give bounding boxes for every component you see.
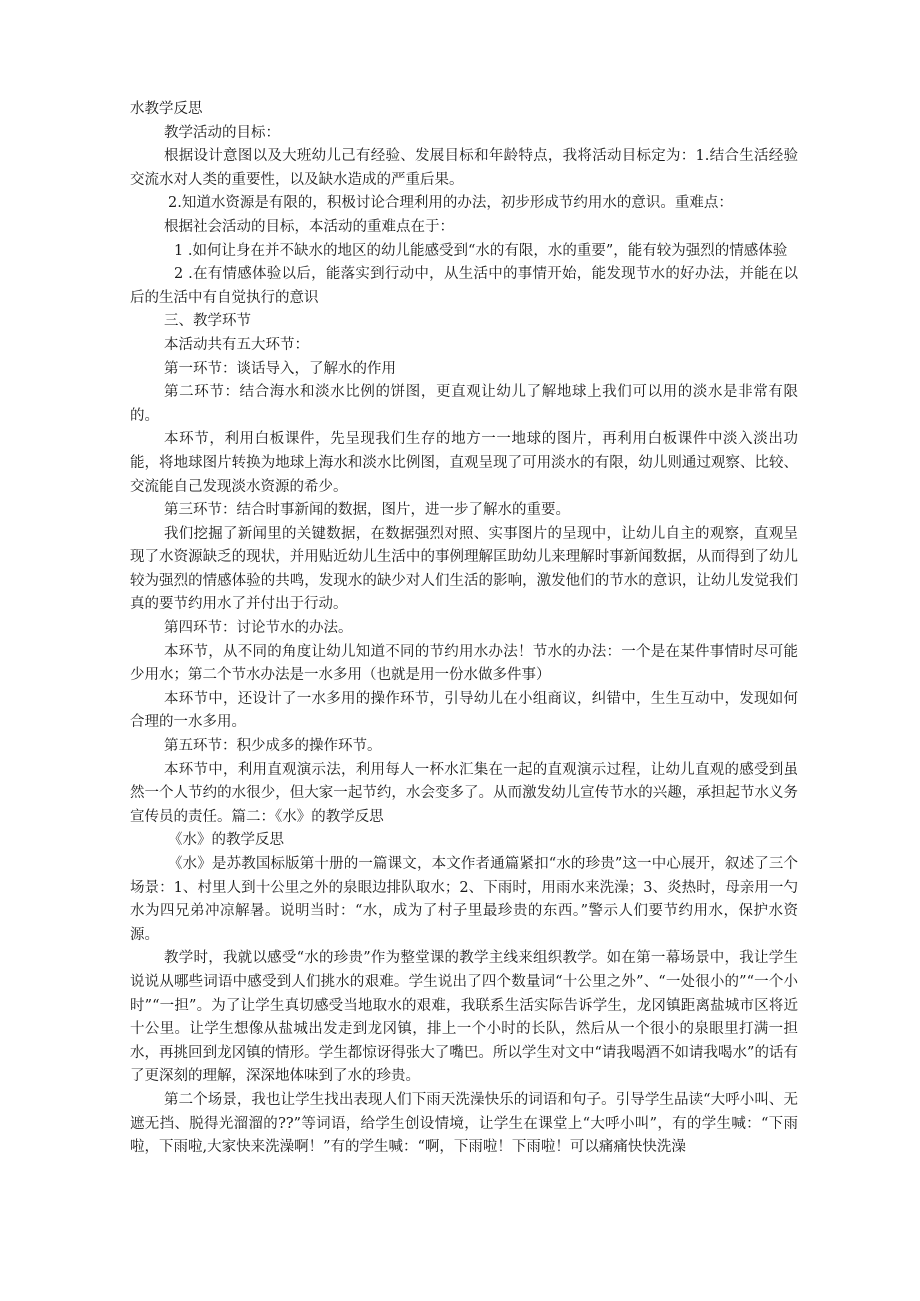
document-title: 水教学反思 — [130, 101, 203, 117]
paragraph: 根据社会活动的目标，本活动的重难点在于： — [164, 218, 454, 235]
paragraph: 第二个场景，我也让学生找出表现人们下雨天洗澡快乐的词语和句子。引导学生品读“大呼小叫、无遮无挡、脱得光溜溜的??”等词语，给学生创设情境，让学生在课堂上“大呼小叫”，有的学生喊：“下雨啦，下雨啦,大家快来洗澡啊！”有的学生喊：“啊，下雨啦！下雨啦！可以痛痛快快洗澡 — [130, 1091, 798, 1156]
paragraph: 教学活动的目标： — [164, 124, 280, 141]
paragraph: 2 .在有情感体验以后，能落实到行动中，从生活中的事情开始，能发现节水的好办法，并能在以后的生活中有自觉执行的意识 — [130, 266, 798, 306]
paragraph: 我们挖掘了新闻里的关键数据，在数据强烈对照、实事图片的呈现中，让幼儿自主的观察，直观呈现了水资源缺乏的现状，并用贴近幼儿生活中的事例理解匡助幼儿来理解时事新闻数据，从而得到了幼儿较为强烈的情感体验的共鸣，发现水的缺少对人们生活的影响，激发他们的节水的意识，让幼儿发觉我们真的要节约用水了并付出于行动。 — [130, 525, 798, 613]
paragraph: 第四环节：讨论节水的办法。 — [164, 620, 353, 637]
paragraph: 第五环节：积少成多的操作环节。 — [164, 738, 382, 755]
paragraph: 本环节，从不同的角度让幼儿知道不同的节约用水办法！节水的办法：一个是在某件事情时尽可能少用水；第二个节水办法是一水多用（也就是用一份水做多件事） — [130, 643, 798, 684]
paragraph: 教学时，我就以感受“水的珍贵”作为整堂课的教学主线来组织教学。如在第一幕场景中，我让学生说说从哪些词语中感受到人们挑水的艰难。学生说出了四个数量词“十公里之外”、“一处很小的”“一个小时”“一担”。为了让学生真切感受当地取水的艰难，我联系生活实际告诉学生，龙冈镇距离盐城市区将近十公里。让学生想像从盐城出发走到龙冈镇，排上一个小时的长队，然后从一个很小的泉眼里打满一担水，再挑回到龙冈镇的情形。学生都惊讶得张大了嘴巴。所以学生对文中“请我喝酒不如请我喝水”的话有了更深刻的理解，深深地体味到了水的珍贵。 — [130, 950, 798, 1085]
paragraph: 本环节中，利用直观演示法，利用每人一杯水汇集在一起的直观演示过程，让幼儿直观的感受到虽然一个人节约的水很少，但大家一起节约，水会变多了。从而激发幼儿宣传节水的兴趣，承担起节水义务宣传员的责任。篇二：《水》的教学反思 — [130, 761, 798, 825]
paragraph: 1 .如何让身在并不缺水的地区的幼儿能感受到“水的有限，水的重要”，能有较为强烈的情感体验 — [174, 242, 788, 259]
paragraph: 第一环节：谈话导入，了解水的作用 — [164, 360, 396, 377]
document-body — [130, 98, 798, 1160]
paragraph: 本环节，利用白板课件，先呈现我们生存的地方一一地球的图片，再利用白板课件中淡入淡出功能，将地球图片转换为地球上海水和淡水比例图，直观呈现了可用淡水的有限，幼儿则通过观察、比较、交流能自己发现淡水资源的希少。 — [130, 431, 798, 495]
paragraph: 根据设计意图以及大班幼儿己有经验、发展目标和年龄特点，我将活动目标定为：1.结合生活经验交流水对人类的重要性，以及缺水造成的严重后果。 — [130, 148, 798, 188]
section-heading: 三、教学环节 — [164, 313, 251, 330]
paragraph: 本活动共有五大环节： — [164, 336, 309, 353]
paragraph: 第二环节：结合海水和淡水比例的饼图，更直观让幼儿了解地球上我们可以用的淡水是非常有限的。 — [130, 384, 798, 424]
paragraph: 《水》是苏教国标版第十册的一篇课文，本文作者通篇紧扣“水的珍贵”这一中心展开，叙述了三个场景：1、村里人到十公里之外的泉眼边排队取水；2、下雨时，用雨水来洗澡；3、炎热时，母亲用一勺水为四兄弟冲凉解暑。说明当时：“水，成为了村子里最珍贵的东西。”警示人们要节约用水，保护水资源。 — [130, 856, 798, 943]
paragraph: 2.知道水资源是有限的，积极讨论合理利用的办法，初步形成节约用水的意识。重难点： — [168, 195, 733, 212]
paragraph: 本环节中，还设计了一水多用的操作环节，引导幼儿在小组商议，纠错中，生生互动中，发现如何合理的一水多用。 — [130, 690, 798, 731]
paragraph: 第三环节：结合时事新闻的数据，图片，进一步了解水的重要。 — [164, 502, 570, 519]
section-title: 《水》的教学反思 — [168, 832, 284, 849]
